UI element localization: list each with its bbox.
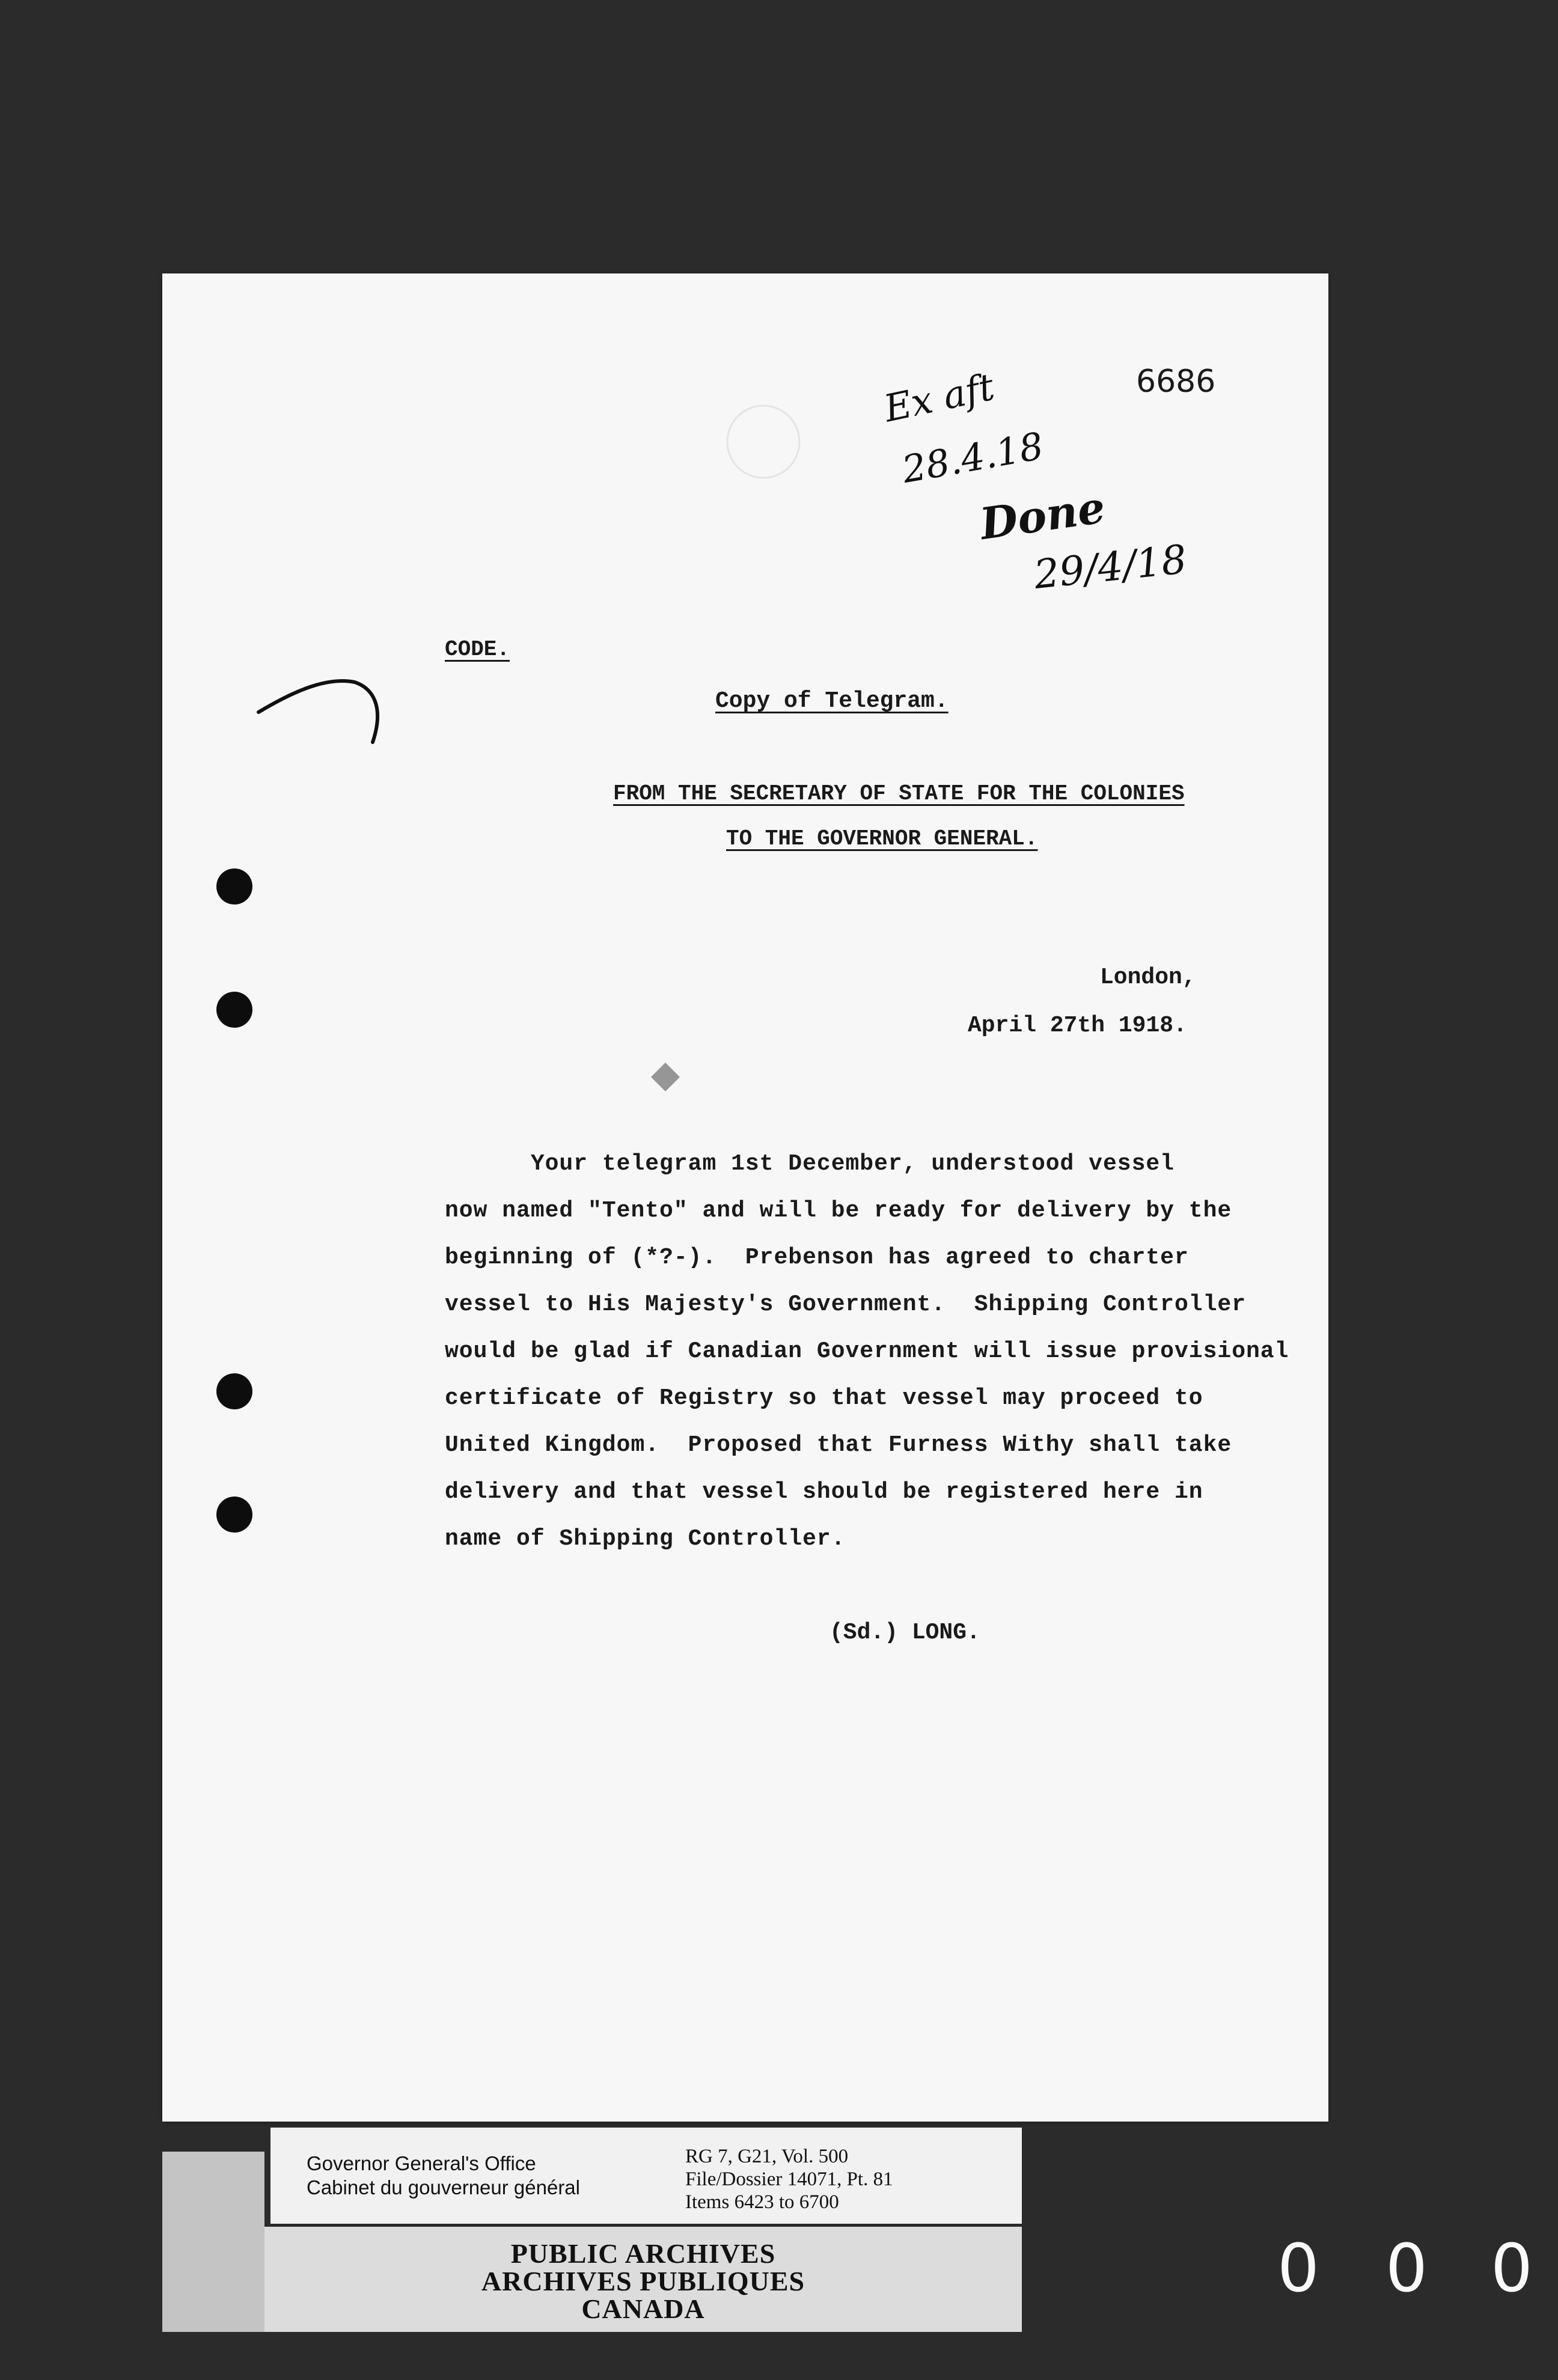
- body-line: would be glad if Canadian Government will issue provisional: [445, 1338, 1289, 1364]
- handwritten-bracket-mark: [252, 658, 391, 748]
- body-line: now named "Tento" and will be ready for delivery by the: [445, 1198, 1232, 1224]
- office-english: Governor General's Office: [307, 2152, 536, 2174]
- frame-number-3: 0: [1491, 2230, 1533, 2307]
- frame-number-1: 0: [1277, 2230, 1319, 2307]
- archives-french: ARCHIVES PUBLIQUES: [481, 2266, 805, 2296]
- reference-line-2: File/Dossier 14071, Pt. 81: [685, 2168, 893, 2190]
- body-line: certificate of Registry so that vessel may proceed to: [445, 1385, 1203, 1411]
- reference-line-1: RG 7, G21, Vol. 500: [685, 2146, 849, 2167]
- body-line: beginning of (*?-). Prebenson has agreed to charter: [445, 1245, 1189, 1271]
- office-french: Cabinet du gouverneur général: [307, 2176, 580, 2198]
- reference-line-3: Items 6423 to 6700: [685, 2191, 839, 2213]
- document-title: Copy of Telegram.: [715, 688, 949, 714]
- body-line: United Kingdom. Proposed that Furness Withy shall take: [445, 1432, 1232, 1458]
- frame-number-2: 0: [1385, 2230, 1428, 2307]
- punch-hole: [216, 868, 252, 905]
- ink-mark: [651, 1063, 680, 1091]
- body-line: vessel to His Majesty's Government. Shipping Controller: [445, 1292, 1247, 1317]
- handwritten-done: Done: [977, 481, 1108, 550]
- public-archives-label: [264, 2227, 1022, 2332]
- archive-reference-label: [270, 2128, 1022, 2224]
- body-line: delivery and that vessel should be registered here in: [445, 1479, 1203, 1505]
- archives-english: PUBLIC ARCHIVES: [510, 2238, 776, 2269]
- faint-seal-mark: [703, 394, 823, 490]
- punch-hole: [216, 992, 252, 1028]
- place: London,: [1100, 965, 1196, 990]
- archives-country: CANADA: [581, 2293, 705, 2324]
- handwritten-date: 28.4.18: [899, 424, 1047, 492]
- stamp-number: 6686: [1136, 364, 1216, 400]
- handwritten-done-date: 29/4/18: [1031, 536, 1189, 599]
- signature: (Sd.) LONG.: [829, 1620, 980, 1646]
- date: April 27th 1918.: [968, 1013, 1187, 1039]
- from-line: FROM THE SECRETARY OF STATE FOR THE COLONIES: [613, 781, 1185, 806]
- to-line: TO THE GOVERNOR GENERAL.: [726, 826, 1038, 851]
- punch-hole: [216, 1373, 252, 1409]
- body-line: name of Shipping Controller.: [445, 1526, 846, 1552]
- punch-hole: [216, 1497, 252, 1533]
- code-heading: CODE.: [445, 637, 510, 662]
- handwritten-annotation: Ex aft: [880, 364, 998, 431]
- body-line: Your telegram 1st December, understood vessel: [445, 1151, 1175, 1177]
- document-page: [162, 273, 1328, 2122]
- label-strip: [162, 2152, 264, 2332]
